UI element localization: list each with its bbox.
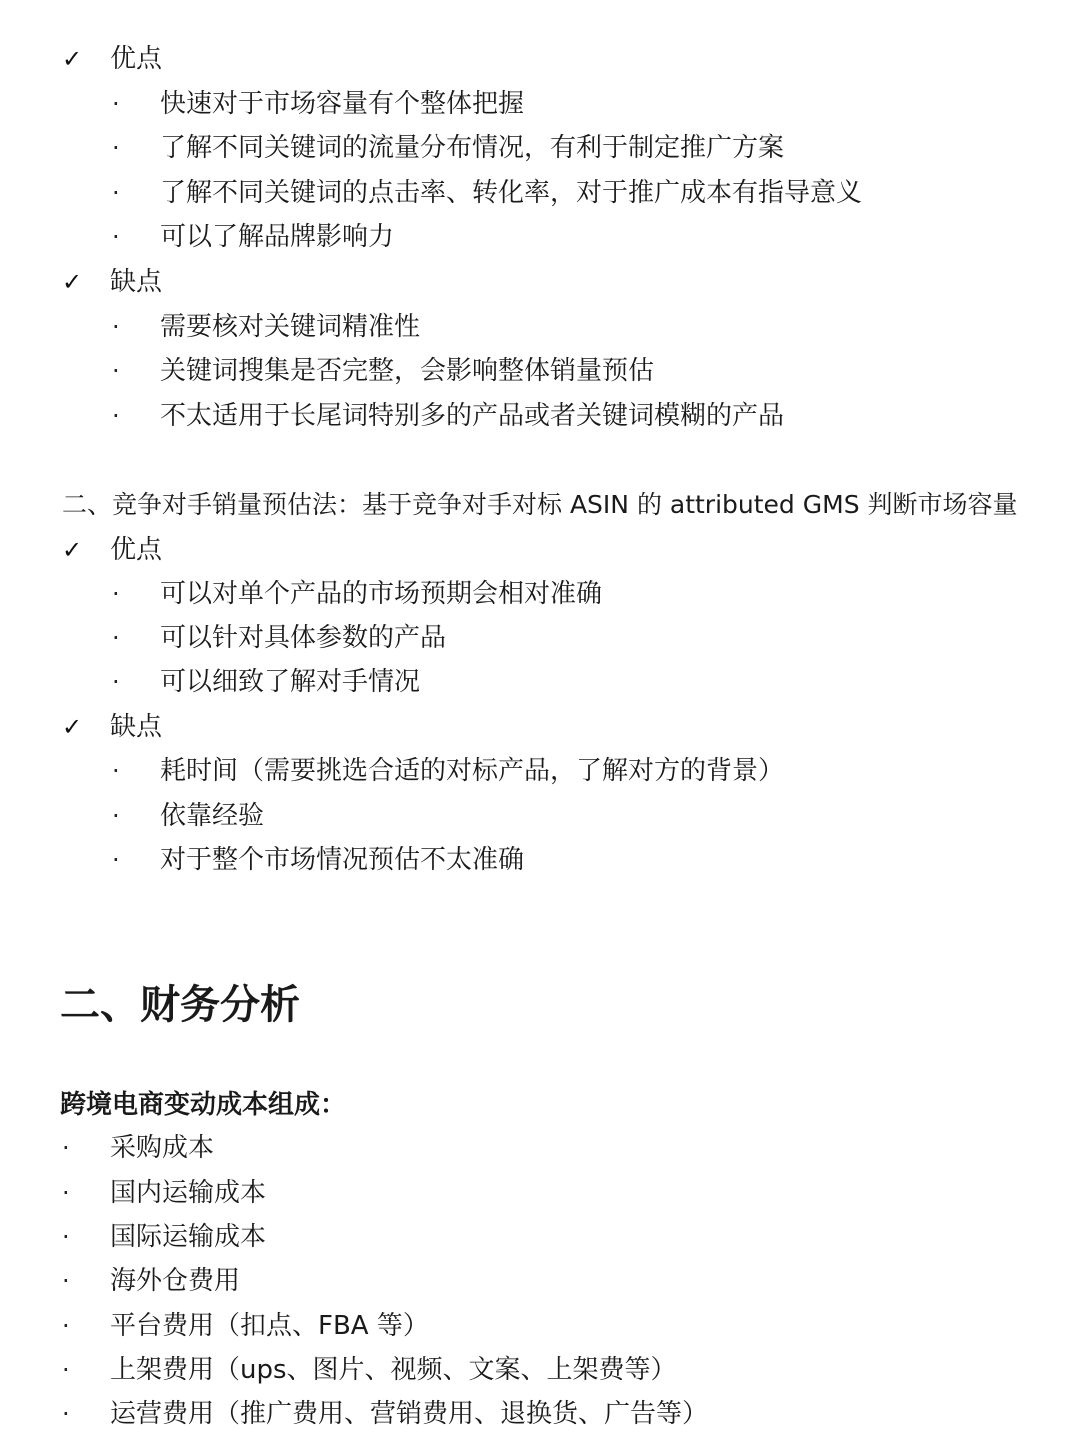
list-item: 可以针对具体参数的产品 bbox=[160, 623, 447, 653]
cons-label: 缺点 bbox=[110, 712, 163, 742]
list-item: 运营费用（推广费用、营销费用、退换货、广告等） bbox=[110, 1399, 709, 1429]
list-item: 需要核对关键词精准性 bbox=[160, 312, 421, 342]
list-item: 耗时间（需要挑选合适的对标产品，了解对方的背景） bbox=[160, 756, 785, 786]
bullet-icon: · bbox=[62, 1312, 70, 1340]
list-item: 国际运输成本 bbox=[110, 1222, 267, 1252]
pros-label: 优点 bbox=[110, 44, 163, 74]
list-item: 快速对于市场容量有个整体把握 bbox=[160, 89, 525, 119]
list-item: 了解不同关键词的流量分布情况，有利于制定推广方案 bbox=[160, 133, 785, 163]
bullet-icon: · bbox=[62, 1400, 70, 1428]
bullet-icon: · bbox=[112, 802, 120, 830]
check-icon: ✓ bbox=[62, 713, 83, 741]
subheading: 跨境电商变动成本组成： bbox=[60, 1090, 347, 1120]
bullet-icon: · bbox=[112, 846, 120, 874]
list-item: 不太适用于长尾词特别多的产品或者关键词模糊的产品 bbox=[160, 401, 785, 431]
list-item: 了解不同关键词的点击率、转化率，对于推广成本有指导意义 bbox=[160, 178, 863, 208]
bullet-icon: · bbox=[62, 1223, 70, 1251]
bullet-icon: · bbox=[112, 757, 120, 785]
bullet-icon: · bbox=[112, 179, 120, 207]
list-item: 平台费用（扣点、FBA 等） bbox=[110, 1311, 429, 1341]
list-item: 可以了解品牌影响力 bbox=[160, 222, 395, 252]
list-item: 采购成本 bbox=[110, 1133, 215, 1163]
list-item: 可以对单个产品的市场预期会相对准确 bbox=[160, 579, 603, 609]
bullet-icon: · bbox=[62, 1134, 70, 1162]
bullet-icon: · bbox=[112, 313, 120, 341]
bullet-icon: · bbox=[112, 668, 120, 696]
bullet-icon: · bbox=[112, 357, 120, 385]
check-icon: ✓ bbox=[62, 45, 83, 73]
check-icon: ✓ bbox=[62, 268, 83, 296]
section-title: 二、竞争对手销量预估法：基于竞争对手对标 ASIN 的 attributed GMS 判断市场容量 bbox=[62, 490, 1018, 519]
bullet-icon: · bbox=[112, 223, 120, 251]
check-icon: ✓ bbox=[62, 536, 83, 564]
bullet-icon: · bbox=[112, 580, 120, 608]
cons-label: 缺点 bbox=[110, 267, 163, 297]
bullet-icon: · bbox=[112, 90, 120, 118]
bullet-icon: · bbox=[62, 1179, 70, 1207]
page-heading: 二、财务分析 bbox=[60, 982, 300, 1028]
list-item: 海外仓费用 bbox=[110, 1266, 241, 1296]
bullet-icon: · bbox=[62, 1356, 70, 1384]
bullet-icon: · bbox=[112, 402, 120, 430]
bullet-icon: · bbox=[112, 624, 120, 652]
pros-label: 优点 bbox=[110, 535, 163, 565]
bullet-icon: · bbox=[62, 1267, 70, 1295]
list-item: 对于整个市场情况预估不太准确 bbox=[160, 845, 525, 875]
bullet-icon: · bbox=[112, 134, 120, 162]
list-item: 关键词搜集是否完整，会影响整体销量预估 bbox=[160, 356, 655, 386]
list-item: 依靠经验 bbox=[160, 801, 265, 831]
list-item: 国内运输成本 bbox=[110, 1178, 267, 1208]
list-item: 可以细致了解对手情况 bbox=[160, 667, 421, 697]
list-item: 上架费用（ups、图片、视频、文案、上架费等） bbox=[110, 1355, 677, 1385]
